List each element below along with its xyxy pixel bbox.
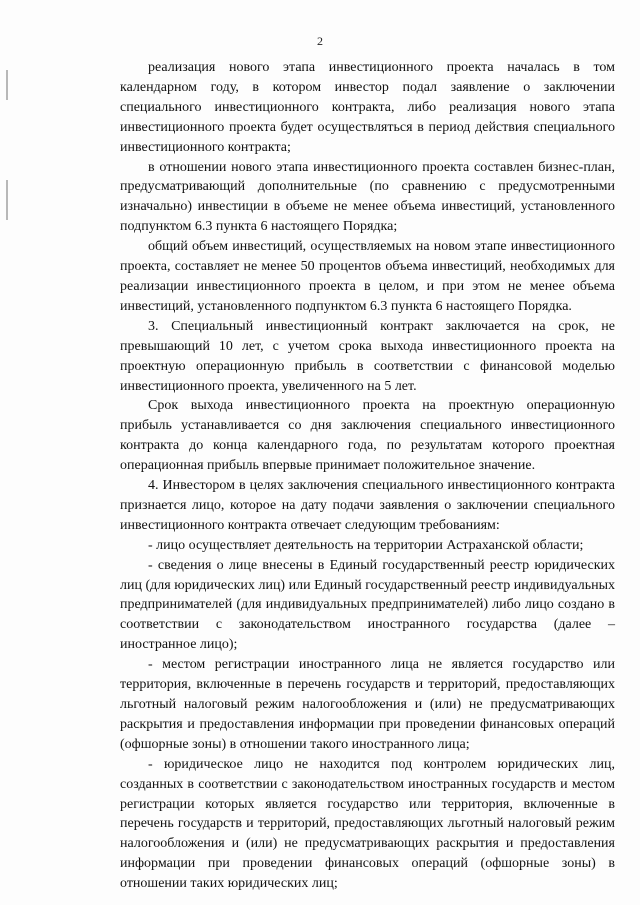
paragraph: 3. Специальный инвестиционный контракт заключается на срок, не превышающий 10 лет, с учетом срока выхода инвестиционного проекта на проектную операционную прибыль в соответствии с финансовой моделью инвестиционного проекта, увеличенного на 5 лет. bbox=[120, 318, 615, 394]
scan-margin-mark bbox=[6, 70, 8, 100]
list-item: - лицо осуществляет деятельность на территории Астраханской области; bbox=[148, 537, 584, 553]
list-item: - сведения о лице внесены в Единый государственный реестр юридических лиц (для юридических лиц) или Единый государственный реестр индивидуальных предпринимателей (для индивидуальных предпринимателей) либо лицо создано в соответствии с законодательством иностранного государства (далее – иностранное лицо); bbox=[120, 557, 615, 653]
paragraph: в отношении нового этапа инвестиционного проекта составлен бизнес-план, предусматривающий дополнительные (по сравнению с предусмотренными изначально) инвестиции в объеме не менее объема инвестиций, установленного подпунктом 6.3 пункта 6 настоящего Порядка; bbox=[120, 159, 615, 235]
paragraph: общий объем инвестиций, осуществляемых на новом этапе инвестиционного проекта, составляет не менее 50 процентов объема инвестиций, необходимых для реализации инвестиционного проекта в целом, и при этом не менее объема инвестиций, установленного подпунктом 6.3 пункта 6 настоящего Порядка. bbox=[120, 239, 615, 314]
paragraph: реализация нового этапа инвестиционного проекта началась в том календарном году, в котором инвестор подал заявление о заключении специального инвестиционного контракта, либо реализация нового этапа инвестиционного проекта будет осуществляться в период действия специального инвестиционного контракта; bbox=[120, 60, 615, 155]
page-number: 2 bbox=[317, 34, 323, 48]
paragraph: Срок выхода инвестиционного проекта на проектную операционную прибыль устанавливается со дня заключения специального инвестиционного контракта до конца календарного года, по результатам которого проектная операционная прибыль впервые принимает положительное значение. bbox=[120, 398, 615, 474]
document-body bbox=[120, 58, 615, 894]
list-item: - юридическое лицо не находится под контролем юридических лиц, созданных в соответствии с законодательством иностранных государств и местом регистрации которых является государство или территория, включенные в перечень государств и территорий, предоставляющих льготный налоговый режим налогообложения и (или) не предусматривающих раскрытия и предоставления информации при проведении финансовых операций (офшорные зоны) в отношении таких юридических лиц; bbox=[120, 756, 615, 892]
paragraph: 4. Инвестором в целях заключения специального инвестиционного контракта признается лицо, которое на дату подачи заявления о заключении специального инвестиционного контракта отвечает следующим требованиям: bbox=[120, 478, 615, 533]
list-item: - местом регистрации иностранного лица не является государство или территория, включенные в перечень государств и территорий, предоставляющих льготный налоговый режим налогообложения и (или) не предусматривающих раскрытия и предоставления информации при проведении финансовых операций (офшорные зоны) в отношении такого иностранного лица; bbox=[120, 657, 615, 752]
scan-margin-mark bbox=[6, 180, 8, 220]
